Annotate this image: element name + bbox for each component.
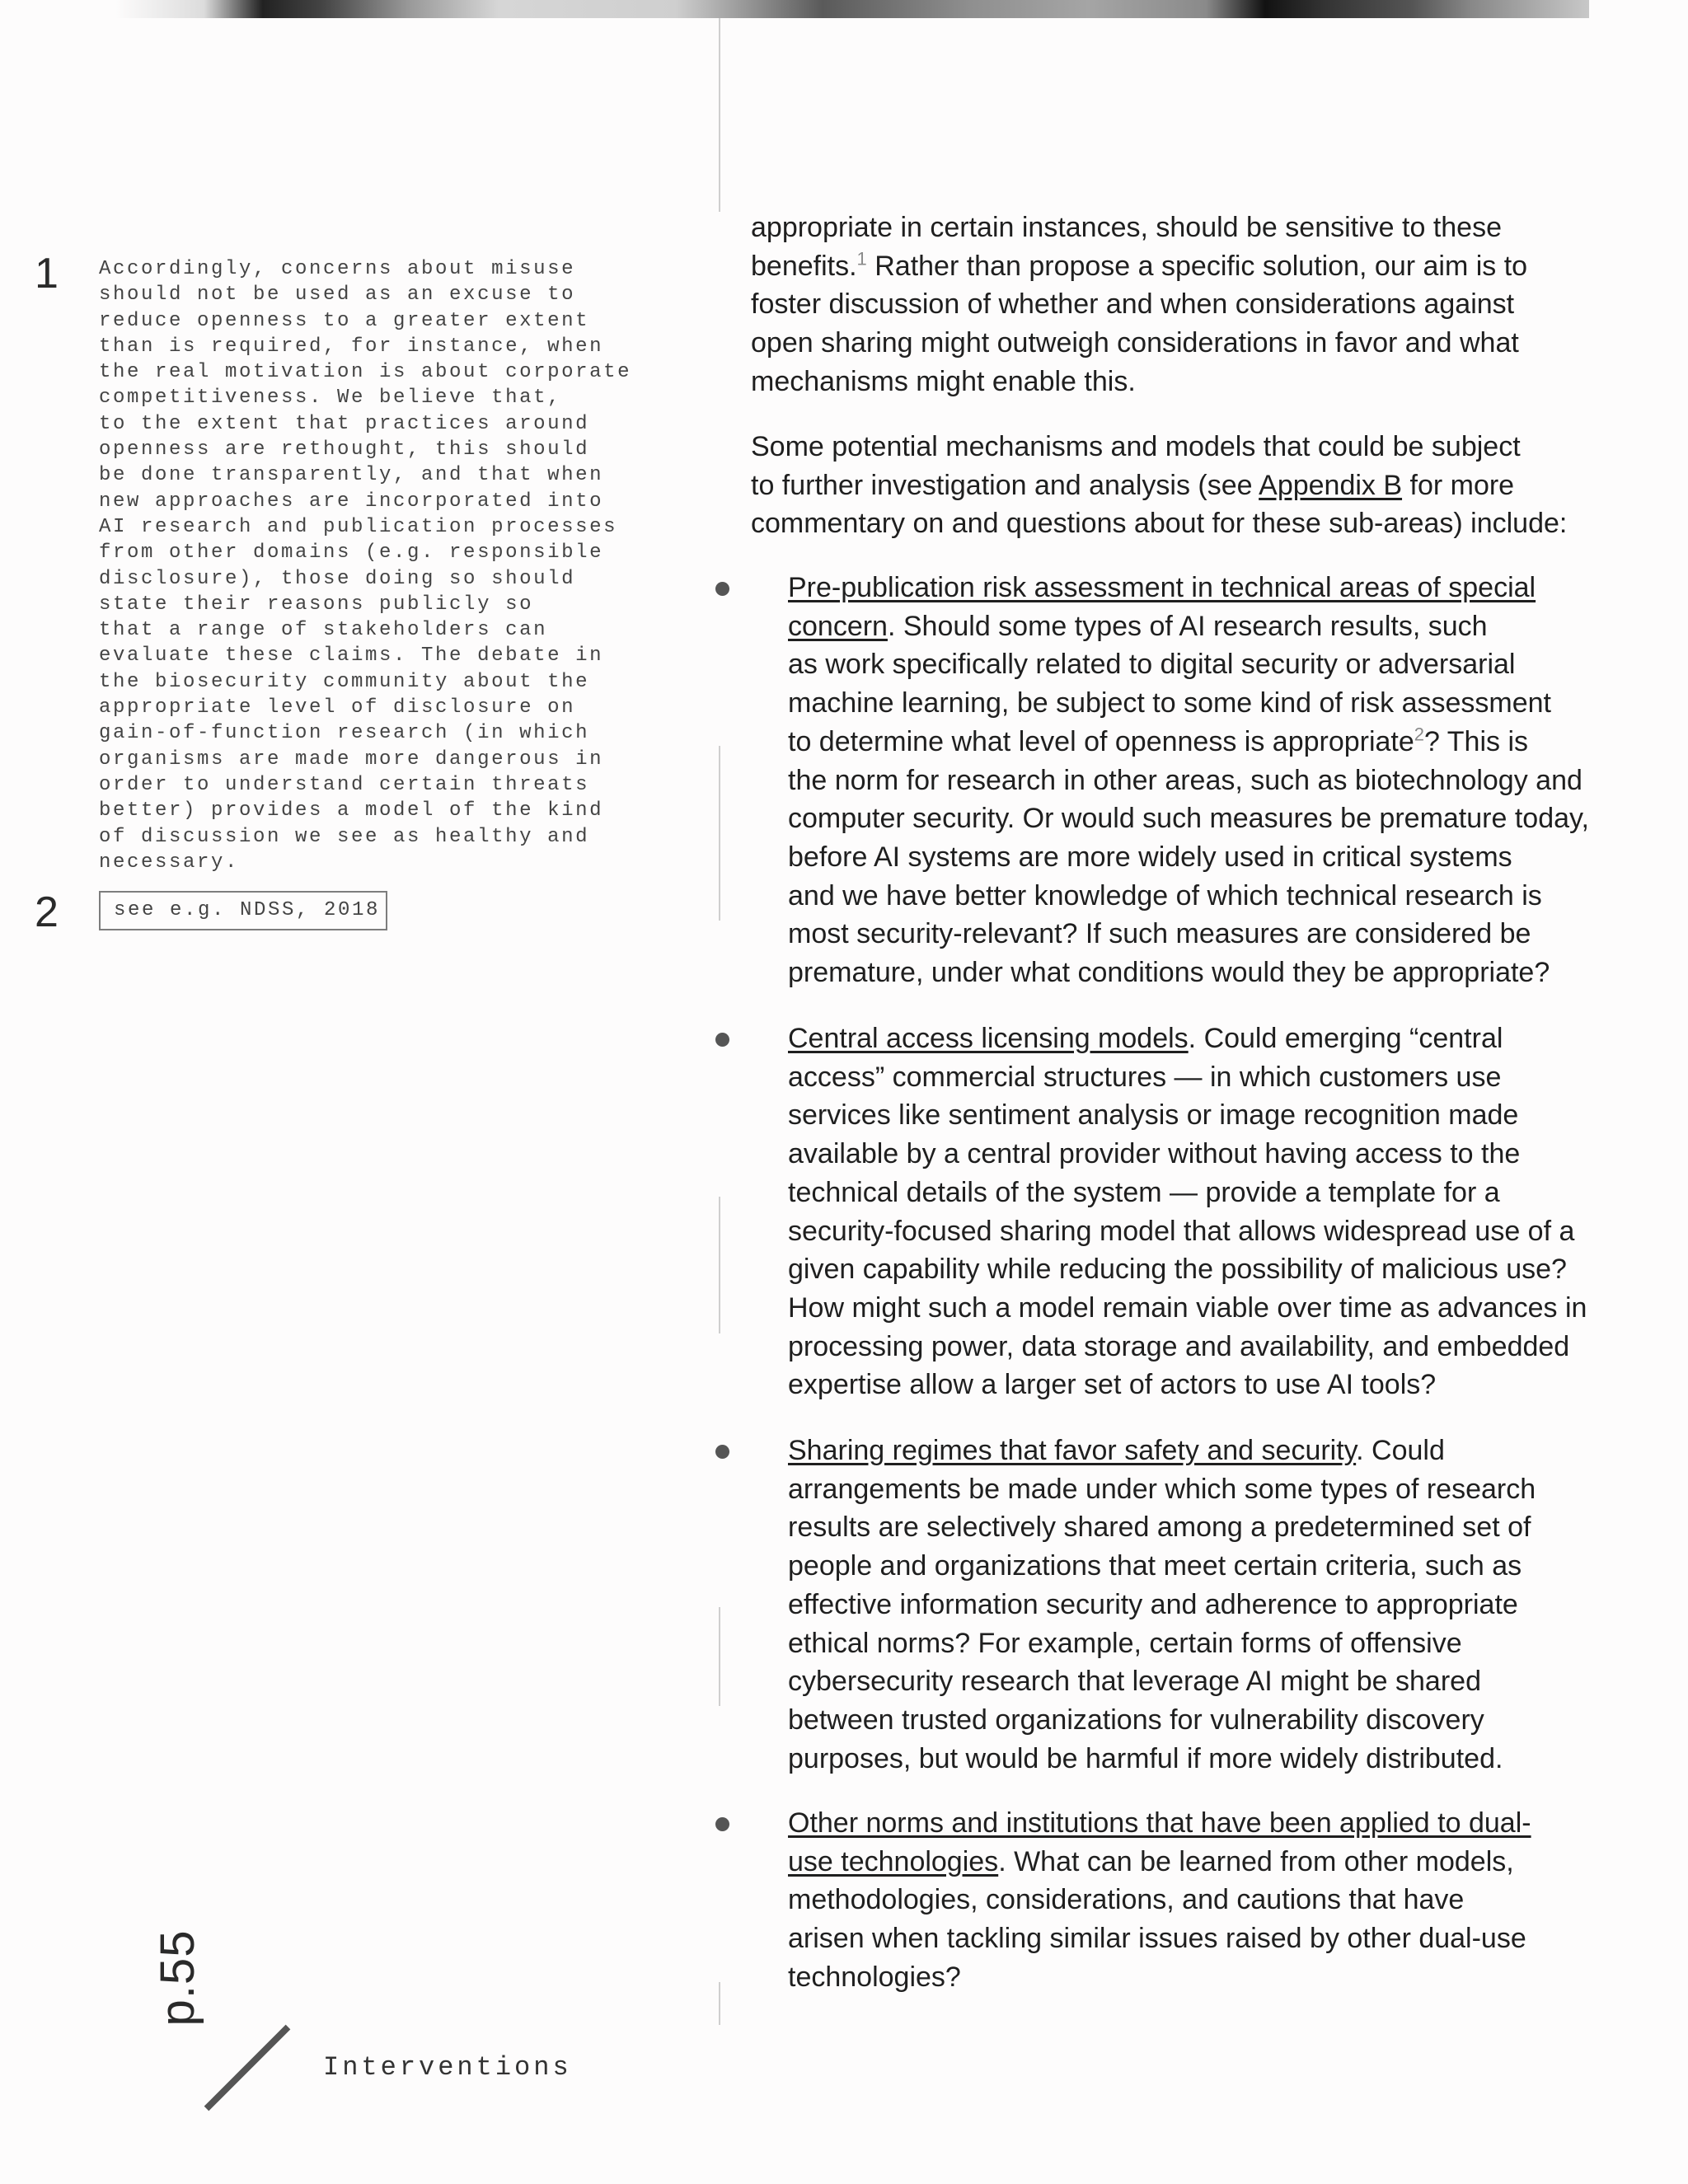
appendix-b-link[interactable]: Appendix B	[1259, 469, 1403, 501]
footnote-text-2: see e.g. NDSS, 2018	[99, 891, 387, 930]
bullet-dot	[715, 582, 729, 596]
page-number: p.55	[150, 1929, 204, 2027]
bullet-dot	[715, 1445, 729, 1459]
footnote-ref-1[interactable]: 1	[856, 248, 867, 269]
bullet-item-sharing-regimes: Sharing regimes that favor safety and security. Could arrangements be made under which some types of research results are selectively shared among a predetermined set of people and organizations that meet certain criteria, such as effective information security and adherence to appropriate ethical norms? For example, certain forms of offensive cybersecurity research that leverage AI might be shared between trusted organizations for vulnerability discovery purposes, but would be harmful if more widely distributed.	[788, 1435, 1536, 1774]
footnote-text-1: Accordingly, concerns about misuse should not be used as an excuse to reduce openness to a greater extent than is required, for instance, when the real motivation is about corporate competitiveness. We believe that, to the extent that practices around openness are rethought, this should be done transparently, and that when new approaches are incorporated into AI research and publication processes from other domains (e.g. responsible disclosure), those doing so should state their reasons publicly so that a range of stakeholders can evaluate these claims. The debate in the biosecurity community about the appropriate level of disclosure on gain-of-function research (in which organisms are made more dangerous in order to understand certain threats better) provides a model of the kind of discussion we see as healthy and necessary.	[99, 258, 632, 874]
footnote-ref-2[interactable]: 2	[1414, 724, 1425, 745]
bullet-item-other-norms: Other norms and institutions that have been applied to dual- use technologies. What can be learned from other models, methodologies, considerations, and cautions that have arisen when tackling similar issues raised by other dual-use technologies?	[788, 1807, 1531, 1993]
column-divider	[719, 746, 720, 921]
bullet-title: Central access licensing models	[788, 1023, 1189, 1054]
column-divider	[719, 1607, 720, 1706]
column-divider	[719, 18, 720, 212]
bullet-title: Other norms and institutions that have been applied to dual- use technologies	[788, 1807, 1531, 1877]
footnote-number-1: 1	[35, 250, 59, 298]
body-paragraph-1: appropriate in certain instances, should be sensitive to these benefits.$^1$ Rather than propose a specific solution, our aim is to foster discussion of whether and when considerations against open sharing might outweigh considerations in favor and what mechanisms might enable this.	[751, 212, 1528, 397]
footnote-number-2: 2	[35, 888, 59, 936]
column-divider	[719, 1982, 720, 2025]
slash-divider	[204, 2025, 291, 2111]
bullet-title: Sharing regimes that favor safety and security	[788, 1435, 1357, 1466]
bullet-title: Pre-publication risk assessment in technical areas of special concern	[788, 572, 1536, 642]
section-label: Interventions	[323, 2052, 572, 2083]
bullet-dot	[715, 1033, 729, 1047]
bullet-item-central-access: Central access licensing models. Could emerging “central access” commercial structures — in which customers use services like sentiment analysis or image recognition made available by a central provider without having access to the technical details of the system — provide a template for a security-focused sharing model that allows widespread use of a given capability while reducing the possibility of malicious use? How might such a model remain viable over time as advances in processing power, data storage and availability, and embedded expertise allow a larger set of actors to use AI tools?	[788, 1023, 1587, 1401]
column-divider	[719, 1197, 720, 1333]
bullet-item-risk-assessment: Pre-publication risk assessment in technical areas of special concern. Should some types of AI research results, such as work specifically related to digital security or adversarial machine learning, be subject to some kind of risk assessment to determine what level of openness is appropriate$^2$? This is the norm for research in other areas, such as biotechnology and computer security. Or would such measures be premature today, before AI systems are more widely used in critical systems and we have better knowledge of which technical research is most security-relevant? If such measures are considered be premature, under what conditions would they be appropriate?	[788, 572, 1589, 989]
bullet-dot	[715, 1817, 729, 1831]
body-paragraph-2: Some potential mechanisms and models that could be subject to further investigation and analysis (see Appendix B for more commentary on and questions about for these sub-areas) include:	[751, 431, 1568, 540]
top-gradient-bar	[115, 0, 1589, 18]
